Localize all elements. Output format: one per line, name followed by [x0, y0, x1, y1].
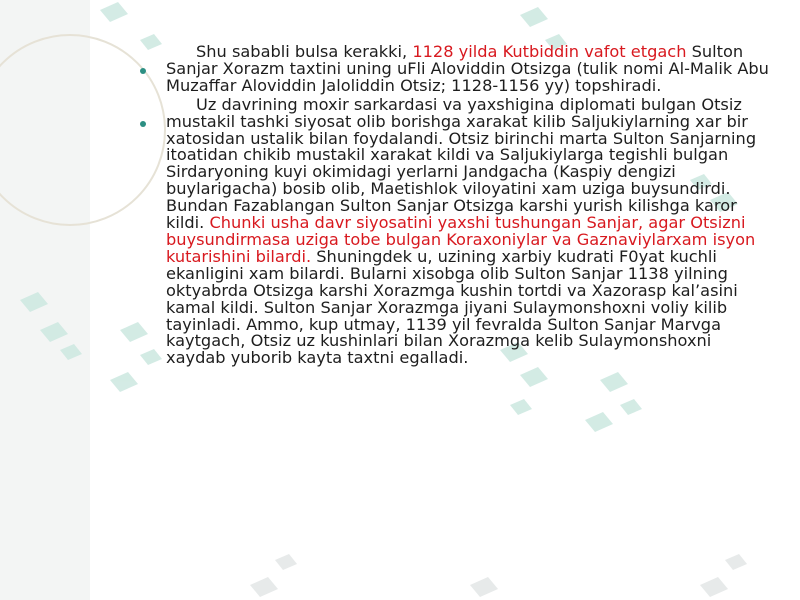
paragraph-1-highlight: 1128 yilda Kutbiddin vafot etgach: [412, 42, 687, 61]
paragraph-2-text-end: Shuningdek u, uzining xarbiy kudrati F0yat kuchli ekanligini xam bilardi. Bularni xisobga olib Sulton Sanjar 1138 yilning oktyabrda Otsizga karshi Xorazmga kushin tortdi va Xazorasp kal’asini kamal kildi. Sulton Sanjar Xorazmga jiyani Sulaymonshoxni voliy kilib tayinladi. Ammo, kup utmay, 1139 yil fevralda Sulton Sanjar Marvga kaytgach, Otsiz uz kushinlari bilan Xorazmga kelib Sulaymonshoxni xaydab yuborib kayta taxtni egalladi.: [166, 246, 738, 368]
paragraph-1: [140, 44, 775, 95]
bullet-icon: [140, 121, 146, 127]
paragraph-2: [140, 94, 775, 368]
paragraph-2-text-start: Uz davrining moxir sarkardasi va yaxshigina diplomati bulgan Otsiz mustakil tashki siyosat olib borishga xarakat kilib Saljukiylarning xar bir xatosidan ustalik bilan foydalandi. Otsiz birinchi marta Sulton Sanjarning itoatidan chikib mustakil xarakat kildi va Saljukiylarga tegishli bulgan Sirdaryoning kuyi okimidagi yerlarni Jandgacha (Kaspiy dengizi buylarigacha) bosib olib, Maetishlok viloyatini xam uziga buysundirdi. Bundan Fazablangan Sulton Sanjar Otsizga karshi yurish kilishga karor kildi.: [166, 94, 757, 233]
text-content: [140, 44, 775, 369]
paragraph-1-text-end: Sulton Sanjar Xorazm taxtini uning uFli Aloviddin Otsizga (tulik nomi Al-Malik Abu Muzaffar Aloviddin Jaloliddin Otsiz; 1128-1156 yy) topshiradi.: [166, 42, 769, 95]
bullet-icon: [140, 68, 146, 74]
paragraph-2-highlight: Chunki usha davr siyosatini yaxshi tushungan Sanjar, agar Otsizni buysundirmasa uziga tobe bulgan Koraxoniylar va Gaznaviylarxam isyon kutarishini bilardi.: [166, 213, 756, 266]
paragraph-1-text-start: Shu sababli bulsa kerakki,: [196, 42, 413, 61]
